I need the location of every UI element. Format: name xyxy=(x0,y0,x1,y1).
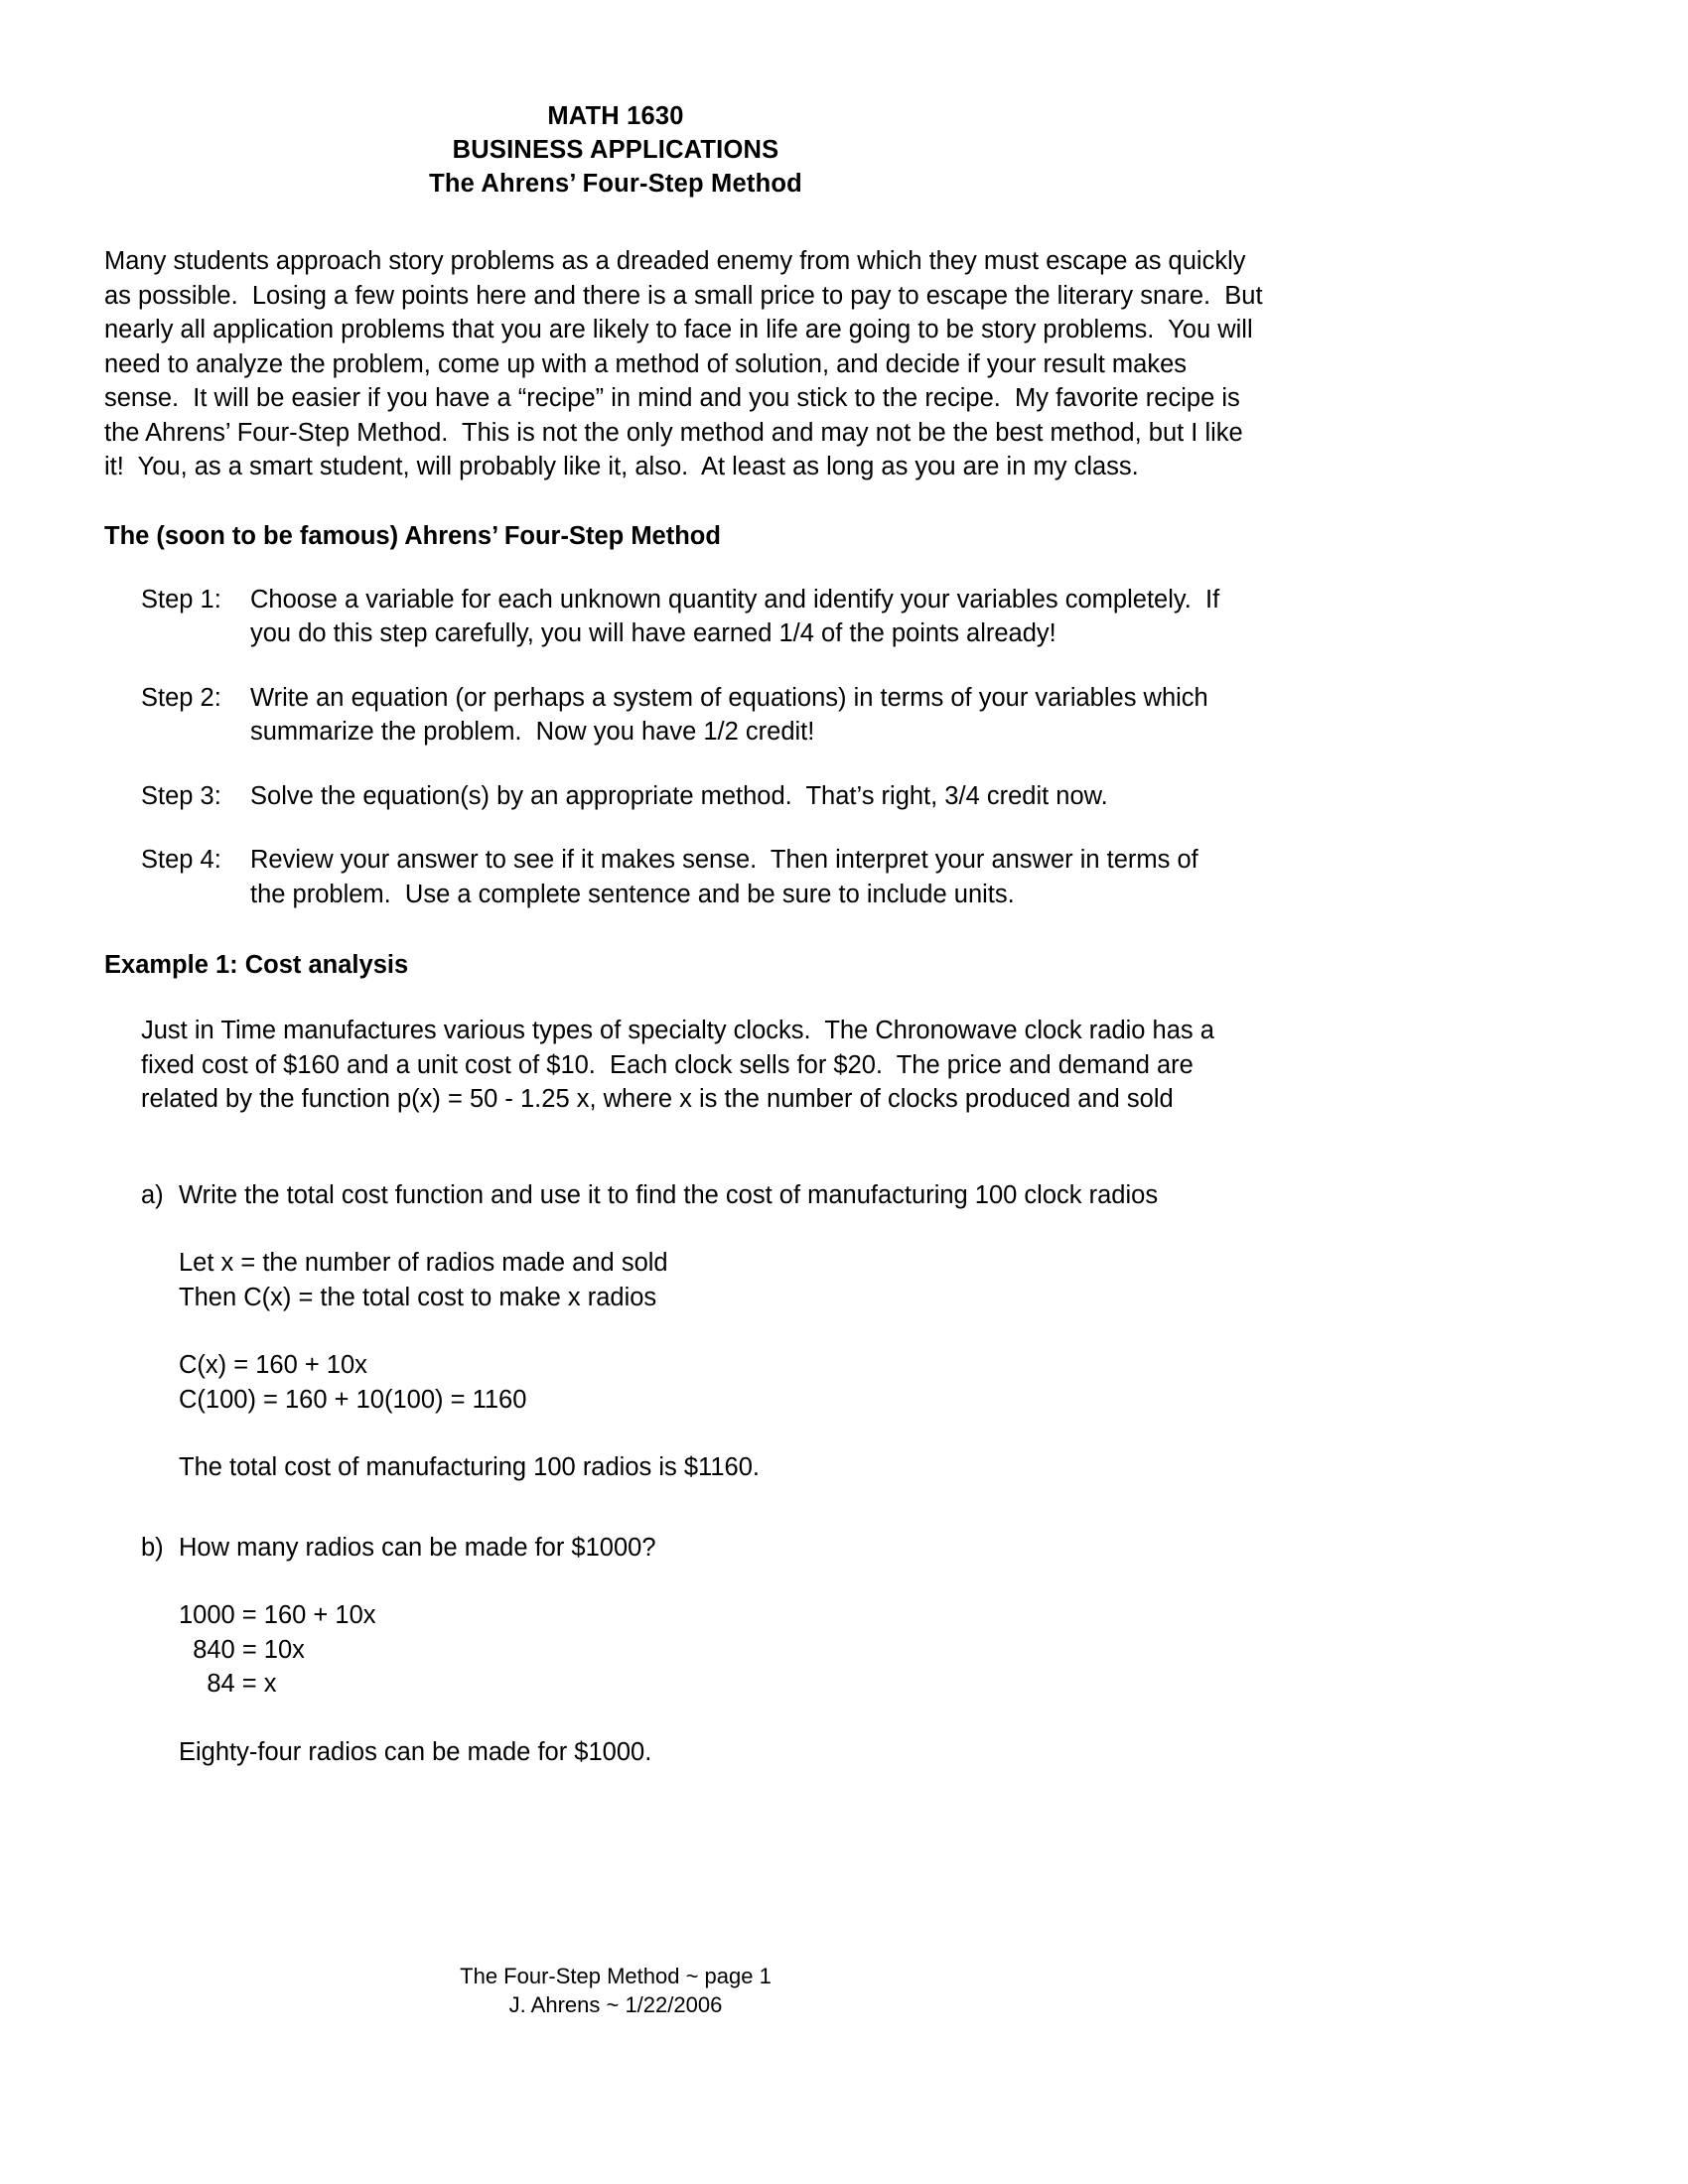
step-item xyxy=(141,779,1231,814)
step-line: Review your answer to see if it makes sense. Then interpret your answer in terms of xyxy=(250,846,1198,874)
equation-row xyxy=(179,1667,376,1702)
equation-lhs: 84 = xyxy=(207,1670,264,1698)
part-b-equations xyxy=(179,1598,376,1702)
equation-lhs: 840 = xyxy=(193,1635,264,1664)
method-heading: The (soon to be famous) Ahrens’ Four-Step Method xyxy=(104,521,721,550)
part-b-question xyxy=(141,1531,1231,1566)
equation-rhs: 10x xyxy=(263,1635,305,1664)
step-body xyxy=(250,843,1231,911)
intro-paragraph xyxy=(104,244,1263,484)
step-line: the problem. Use a complete sentence and be sure to include units. xyxy=(250,880,1015,908)
problem-line: fixed cost of $160 and a unit cost of $10. Each clock sells for $20. The price and demand are xyxy=(141,1050,1194,1079)
step-label: Step 1: xyxy=(141,585,221,614)
intro-line: Many students approach story problems as a dreaded enemy from which they must escape as quickly xyxy=(104,247,1246,275)
step-body xyxy=(250,681,1231,750)
equation-lhs: 1000 = xyxy=(179,1601,264,1629)
step-line: Solve the equation(s) by an appropriate method. That’s right, 3/4 credit now. xyxy=(250,781,1108,810)
intro-line: sense. It will be easier if you have a “recipe” in mind and you stick to the recipe. My favorite recipe is xyxy=(104,384,1240,412)
part-b-conclusion: Eighty-four radios can be made for $1000. xyxy=(179,1737,652,1766)
definition-line: Then C(x) = the total cost to make x radios xyxy=(179,1283,657,1311)
equation-rhs: x xyxy=(263,1670,277,1698)
step-body xyxy=(250,583,1231,651)
example-heading: Example 1: Cost analysis xyxy=(104,951,409,979)
step-label: Step 2: xyxy=(141,683,221,712)
part-a-text: Write the total cost function and use it to find the cost of manufacturing 100 clock radios xyxy=(179,1180,1159,1209)
definition-line: Let x = the number of radios made and sold xyxy=(179,1249,668,1277)
problem-statement xyxy=(141,1014,1214,1117)
footer-line-title: The Four-Step Method ~ page 1 xyxy=(460,1964,772,1988)
step-item xyxy=(141,583,1231,651)
title-line-course: MATH 1630 xyxy=(547,102,684,130)
intro-line: nearly all application problems that you are likely to face in life are going to be story problems. You will xyxy=(104,316,1253,343)
equation-row xyxy=(179,1633,376,1668)
step-line: summarize the problem. Now you have 1/2 credit! xyxy=(250,718,815,746)
step-line: Choose a variable for each unknown quantity and identify your variables completely. If xyxy=(250,585,1220,614)
footer-line-author: J. Ahrens ~ 1/22/2006 xyxy=(508,1992,723,2017)
equation-line: C(100) = 160 + 10(100) = 1160 xyxy=(179,1385,527,1414)
equation-row xyxy=(179,1598,376,1633)
part-b-text: How many radios can be made for $1000? xyxy=(179,1533,656,1562)
part-b-marker: b) xyxy=(141,1533,164,1562)
problem-line: Just in Time manufactures various types of specialty clocks. The Chronowave clock radio has a xyxy=(141,1017,1214,1044)
step-line: Write an equation (or perhaps a system of equations) in terms of your variables which xyxy=(250,683,1208,712)
intro-line: need to analyze the problem, come up with a method of solution, and decide if your result makes xyxy=(104,349,1188,378)
equation-rhs: 160 + 10x xyxy=(263,1601,376,1629)
intro-line: it! You, as a smart student, will probably like it, also. At least as long as you are in my class. xyxy=(104,453,1139,480)
steps-list xyxy=(141,583,1231,912)
intro-line: as possible. Losing a few points here and there is a small price to pay to escape the literary snare. But xyxy=(104,281,1263,310)
step-item xyxy=(141,681,1231,750)
page-footer xyxy=(0,1962,1231,2019)
page-title xyxy=(0,0,1231,201)
step-item xyxy=(141,843,1231,911)
equation-line: C(x) = 160 + 10x xyxy=(179,1351,367,1379)
step-label: Step 4: xyxy=(141,846,221,874)
part-a-equations xyxy=(179,1348,1231,1417)
problem-line: related by the function p(x) = 50 - 1.25 x, where x is the number of clocks produced and sold xyxy=(141,1085,1174,1113)
title-line-method: The Ahrens’ Four-Step Method xyxy=(429,170,802,198)
step-label: Step 3: xyxy=(141,781,221,810)
part-a-marker: a) xyxy=(141,1180,164,1209)
part-a-question xyxy=(141,1178,1231,1213)
part-a-conclusion: The total cost of manufacturing 100 radios is $1160. xyxy=(179,1453,760,1481)
step-body xyxy=(250,779,1231,814)
part-a-definitions xyxy=(179,1246,1231,1314)
intro-line: the Ahrens’ Four-Step Method. This is not the only method and may not be the best method, but I like xyxy=(104,418,1243,447)
title-line-subject: BUSINESS APPLICATIONS xyxy=(452,136,779,164)
step-line: you do this step carefully, you will have earned 1/4 of the points already! xyxy=(250,619,1056,647)
